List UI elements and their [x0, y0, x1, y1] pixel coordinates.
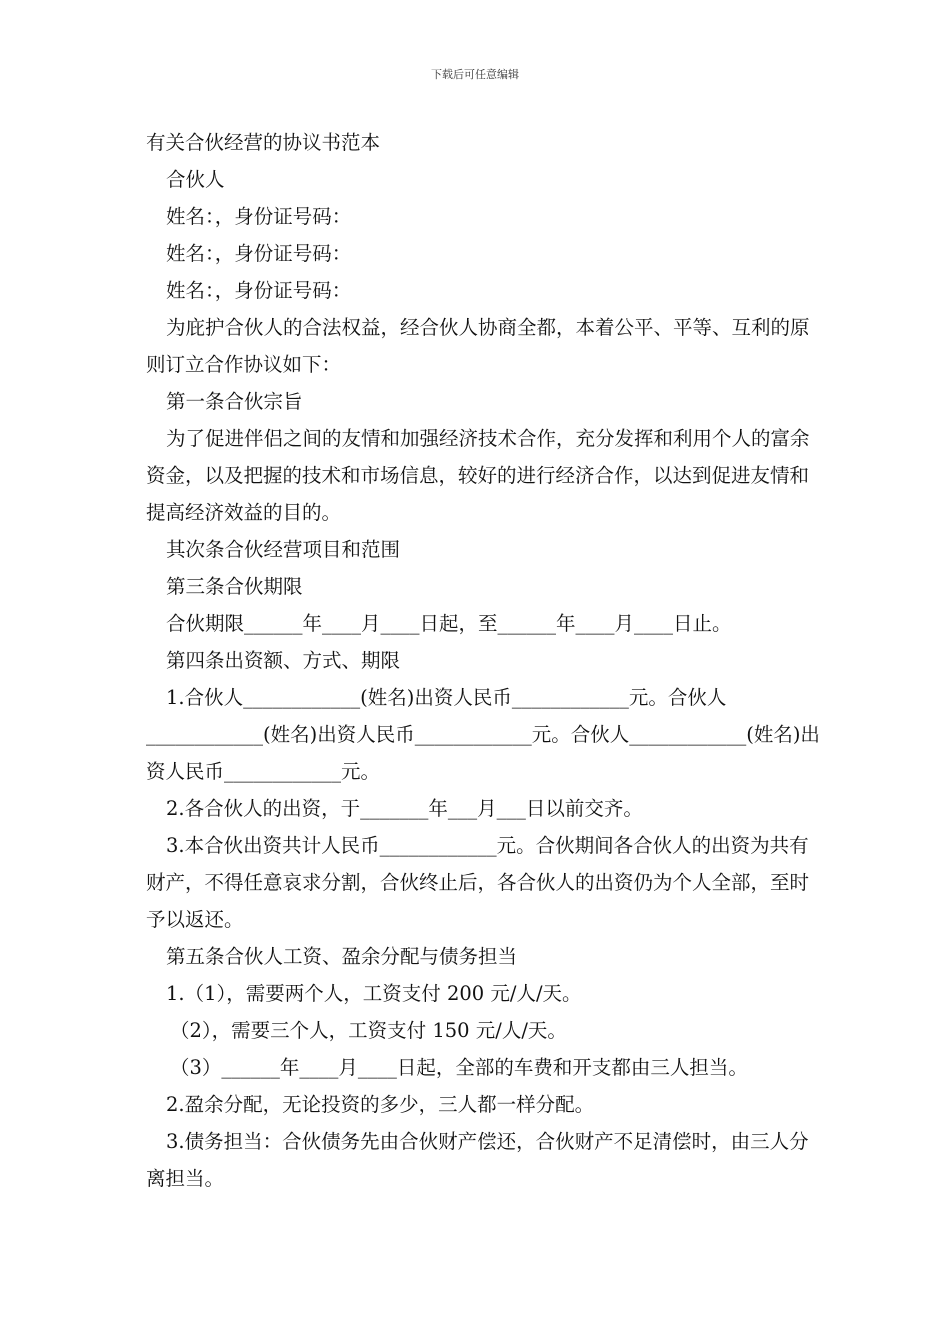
intro-paragraph: 为庇护合伙人的合法权益，经合伙人协商全都，本着公平、平等、互利的原则订立合作协议如下：	[146, 316, 810, 376]
article-1-body: 为了促进伴侣之间的友情和加强经济技术合作，充分发挥和利用个人的富余资金，以及把握的技术和市场信息，较好的进行经济合作，以达到促进友情和提高经济效益的目的。	[146, 427, 810, 524]
article-5-item-3: 3.债务担当：合伙债务先由合伙财产偿还，合伙财产不足清偿时，由三人分离担当。	[146, 1130, 809, 1190]
partners-heading: 合伙人	[166, 168, 225, 191]
partner-line-1: 姓名：，身份证号码：	[166, 205, 352, 228]
article-5-item-1c: （3）______年____月____日起，全部的车费和开支都由三人担当。	[170, 1056, 748, 1079]
page-header: 下载后可任意编辑	[431, 68, 519, 81]
article-4-item-3: 3.本合伙出资共计人民币____________元。合伙期间各合伙人的出资为共有财产，不得任意哀求分割，合伙终止后，各合伙人的出资仍为个人全部，至时予以返还。	[146, 834, 810, 931]
partner-line-2: 姓名：，身份证号码：	[166, 242, 352, 265]
partner-line-3: 姓名：，身份证号码：	[166, 279, 352, 302]
article-5-item-1b: （2），需要三个人，工资支付 150 元/人/天。	[170, 1019, 567, 1042]
article-5-item-2: 2.盈余分配，无论投资的多少，三人都一样分配。	[166, 1093, 595, 1116]
document-body	[146, 124, 826, 1197]
article-4-title: 第四条出资额、方式、期限	[166, 649, 401, 672]
document-title: 有关合伙经营的协议书范本	[146, 131, 381, 154]
article-5-item-1: 1.（1），需要两个人，工资支付 200 元/人/天。	[166, 982, 582, 1005]
article-3-title: 第三条合伙期限	[166, 575, 303, 598]
article-4-item-1: 1.合伙人____________(姓名)出资人民币____________元。合伙人____________(姓名)出资人民币____________元。合伙人____________(姓名)出资人民币____________元。	[146, 686, 820, 783]
article-1-title: 第一条合伙宗旨	[166, 390, 303, 413]
article-2-title: 其次条合伙经营项目和范围	[166, 538, 401, 561]
article-4-item-2: 2.各合伙人的出资，于_______年___月___日以前交齐。	[166, 797, 643, 820]
article-3-body: 合伙期限______年____月____日起，至______年____月____日止。	[166, 612, 732, 635]
article-5-title: 第五条合伙人工资、盈余分配与债务担当	[166, 945, 518, 968]
